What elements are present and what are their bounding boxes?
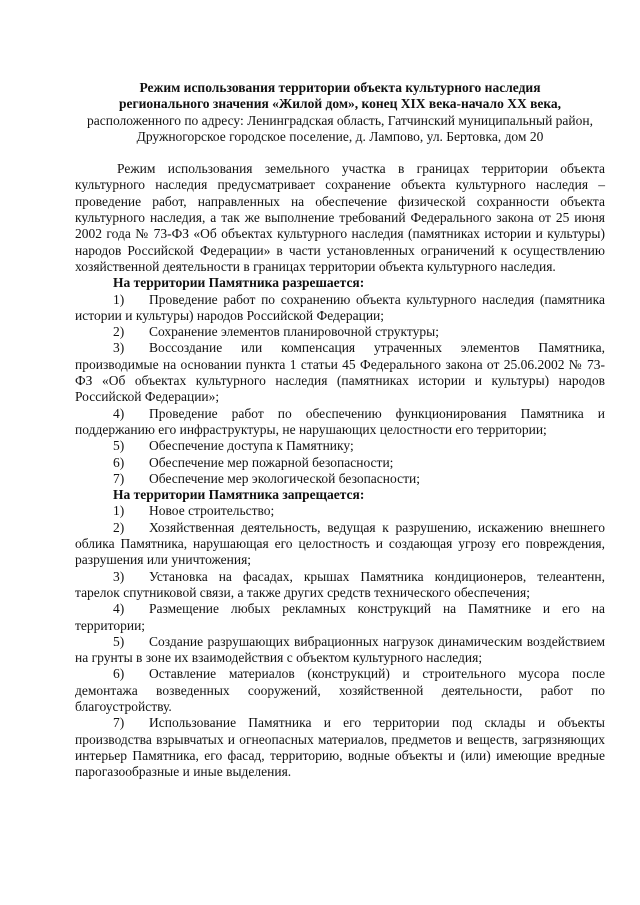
allowed-item-text: Воссоздание или компенсация утраченных элементов Памятника, производимые на основании пункта 1 статьи 45 Федерального закона от 25.06.2002 № 73-ФЗ «Об объектах культурного наследия (памятниках истории и культуры) народов Российской Федерации»;	[75, 340, 605, 405]
forbidden-item	[75, 569, 605, 602]
allowed-item-text: Обеспечение доступа к Памятнику;	[149, 438, 354, 454]
allowed-item-text: Проведение работ по обеспечению функционирования Памятника и поддержанию его инфраструктуры, не нарушающих целостности его территории;	[75, 405, 605, 437]
intro-paragraph: Режим использования земельного участка в границах территории объекта культурного наследия предусматривает сохранение объекта культурного наследия – проведение работ, направленных на обеспечение физической сохранности объекта культурного наследия, а так же выполнение требований Федерального закона от 25 июня 2002 года № 73-ФЗ «Об объектах культурного наследия (памятниках истории и культуры) народов Российской Федерации» в части установленных ограничений к осуществлению хозяйственной деятельности в границах территории объекта культурного наследия.	[75, 161, 605, 274]
forbidden-item	[75, 666, 605, 715]
forbidden-item-number: 5)	[113, 633, 125, 649]
allowed-item-number: 4)	[113, 405, 125, 421]
allowed-item	[75, 340, 605, 405]
allowed-item-text: Сохранение элементов планировочной структуры;	[149, 324, 439, 340]
allowed-item	[75, 455, 605, 471]
allowed-item	[75, 406, 605, 439]
forbidden-item-text: Хозяйственная деятельность, ведущая к разрушению, искажению внешнего облика Памятника, нарушающая его целостность и создающая угрозу его повреждения, разрушения или уничтожения;	[75, 519, 605, 568]
allowed-list	[75, 292, 605, 488]
allowed-item-number: 6)	[113, 454, 125, 470]
forbidden-item-text: Установка на фасадах, крышах Памятника кондиционеров, телеантенн, тарелок спутниковой связи, а также других средств технического обеспечения;	[75, 568, 605, 600]
forbidden-item	[75, 503, 605, 519]
forbidden-item-text: Оставление материалов (конструкций) и строительного мусора после демонтажа возведенных сооружений, хозяйственной деятельности, работ по благоустройству.	[75, 666, 605, 714]
forbidden-item-number: 2)	[113, 519, 125, 535]
title-address: расположенного по адресу: Ленинградская область, Гатчинский муниципальный район, Дружногорское городское поселение, д. Лампово, ул. Бертовка, дом 20	[86, 112, 593, 144]
allowed-item-text: Проведение работ по сохранению объекта культурного наследия (памятника истории и культуры) народов Российской Федерации;	[75, 291, 605, 323]
title-line-2: регионального значения «Жилой дом», конец XIX века-начало XX века,	[118, 96, 562, 112]
forbidden-item-number: 6)	[113, 666, 125, 682]
allowed-item-text: Обеспечение мер экологической безопасности;	[149, 470, 420, 486]
forbidden-item	[75, 634, 605, 667]
forbidden-item	[75, 715, 605, 780]
forbidden-heading: На территории Памятника запрещается:	[113, 487, 365, 503]
forbidden-item-number: 3)	[113, 568, 125, 584]
allowed-item	[75, 324, 605, 340]
allowed-item-number: 1)	[113, 291, 125, 307]
allowed-item	[75, 471, 605, 487]
forbidden-list	[75, 503, 605, 780]
forbidden-item	[75, 601, 605, 634]
document-title	[75, 80, 605, 145]
allowed-item-number: 7)	[113, 470, 125, 486]
allowed-item-number: 3)	[113, 340, 125, 356]
allowed-item-text: Обеспечение мер пожарной безопасности;	[149, 454, 394, 470]
title-line-1: Режим использования территории объекта культурного наследия	[139, 80, 541, 95]
forbidden-item	[75, 520, 605, 569]
forbidden-item-number: 7)	[113, 715, 125, 731]
allowed-heading: На территории Памятника разрешается:	[113, 275, 365, 291]
forbidden-item-text: Новое строительство;	[149, 503, 275, 519]
allowed-item	[75, 292, 605, 325]
allowed-item-number: 5)	[113, 438, 125, 454]
forbidden-item-text: Использование Памятника и его территории под склады и объекты производства взрывчатых и огнеопасных материалов, предметов и веществ, загрязняющих интерьер Памятника, его фасад, территорию, водные объекты и (или) имеющие вредные парогазообразные и иные выделения.	[75, 715, 605, 780]
forbidden-item-number: 4)	[113, 601, 125, 617]
document-page	[75, 80, 605, 780]
forbidden-item-text: Размещение любых рекламных конструкций на Памятнике и его на территории;	[75, 601, 605, 633]
allowed-item-number: 2)	[113, 324, 125, 340]
allowed-item	[75, 438, 605, 454]
forbidden-item-text: Создание разрушающих вибрационных нагрузок динамическим воздействием на грунты в зоне их взаимодействия с объектом культурного наследия;	[75, 633, 605, 666]
forbidden-item-number: 1)	[113, 503, 125, 519]
